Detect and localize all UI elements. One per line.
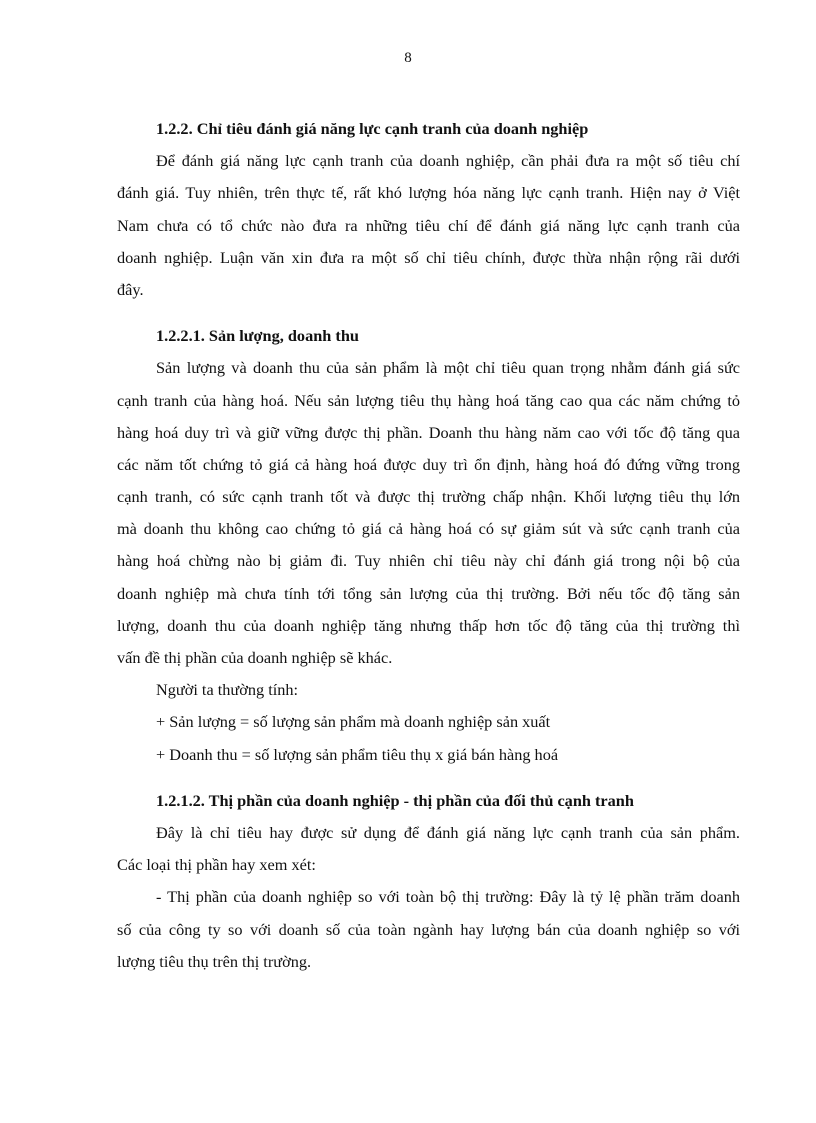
paragraph-line: lượng, doanh thu của doanh nghiệp tăng nhưng thấp hơn tốc độ tăng của thị trường thì: [117, 615, 740, 635]
paragraph-line: hàng hoá chừng nào bị giảm đi. Tuy nhiên chỉ tiêu này chỉ đánh giá trong nội bộ của: [117, 551, 740, 571]
section-heading-1-2-2-1: 1.2.2.1. Sản lượng, doanh thu: [156, 326, 359, 346]
paragraph-line: cạnh tranh, có sức cạnh tranh tốt và được thị trường chấp nhận. Khối lượng tiêu thụ lớn: [117, 487, 740, 507]
paragraph-line: Nam chưa có tổ chức nào đưa ra những tiêu chí để đánh giá năng lực cạnh tranh của: [117, 215, 740, 235]
paragraph-line: đây.: [117, 279, 144, 299]
formula-intro: Người ta thường tính:: [156, 680, 299, 700]
page-number: 8: [404, 50, 412, 66]
paragraph-line: hàng hoá duy trì và giữ vững được thị phần. Doanh thu hàng năm cao với tốc độ tăng qua: [117, 422, 740, 442]
paragraph-line: các năm tốt chứng tỏ giá cả hàng hoá được duy trì ổn định, hàng hoá đó đứng vững trong: [117, 454, 740, 474]
paragraph-line: số của công ty so với doanh số của toàn ngành hay lượng bán của doanh nghiệp so với: [117, 919, 740, 939]
paragraph-line: Sản lượng và doanh thu của sản phẩm là một chỉ tiêu quan trọng nhằm đánh giá sức: [156, 358, 740, 378]
paragraph-line: lượng tiêu thụ trên thị trường.: [117, 951, 312, 971]
paragraph-line: Đây là chỉ tiêu hay được sử dụng để đánh giá năng lực cạnh tranh của sản phẩm.: [156, 822, 740, 842]
paragraph-line: doanh nghiệp. Luận văn xin đưa ra một số chỉ tiêu chính, được thừa nhận rộng rãi dưới: [117, 247, 740, 267]
formula-item: + Doanh thu = số lượng sản phẩm tiêu thụ x giá bán hàng hoá: [156, 744, 559, 764]
page-content: [117, 113, 740, 978]
paragraph-line: vấn đề thị phần của doanh nghiệp sẽ khác.: [117, 648, 393, 667]
paragraph-line: doanh nghiệp mà chưa tính tới tổng sản lượng của thị trường. Bởi nếu tốc độ tăng sản: [117, 583, 740, 603]
paragraph-line: Để đánh giá năng lực cạnh tranh của doanh nghiệp, cần phải đưa ra một số tiêu chí: [156, 151, 740, 171]
paragraph-line: cạnh tranh của hàng hoá. Nếu sản lượng tiêu thụ hàng hoá tăng cao qua các năm chứng tỏ: [117, 390, 740, 410]
formula-item: + Sản lượng = số lượng sản phẩm mà doanh nghiệp sản xuất: [156, 712, 551, 732]
section-heading-1-2-2: 1.2.2. Chỉ tiêu đánh giá năng lực cạnh tranh của doanh nghiệp: [156, 119, 589, 138]
section-heading-1-2-1-2: 1.2.1.2. Thị phần của doanh nghiệp - thị phần của đối thủ cạnh tranh: [156, 790, 634, 810]
paragraph-line: - Thị phần của doanh nghiệp so với toàn bộ thị trường: Đây là tỷ lệ phần trăm doanh: [156, 887, 740, 907]
paragraph-line: đánh giá. Tuy nhiên, trên thực tế, rất khó lượng hóa năng lực cạnh tranh. Hiện nay ở Việt: [117, 183, 740, 203]
paragraph-line: Các loại thị phần hay xem xét:: [117, 855, 316, 875]
paragraph-line: mà doanh thu không cao chứng tỏ giá cả hàng hoá có sự giảm sút và sức cạnh tranh của: [117, 519, 740, 539]
